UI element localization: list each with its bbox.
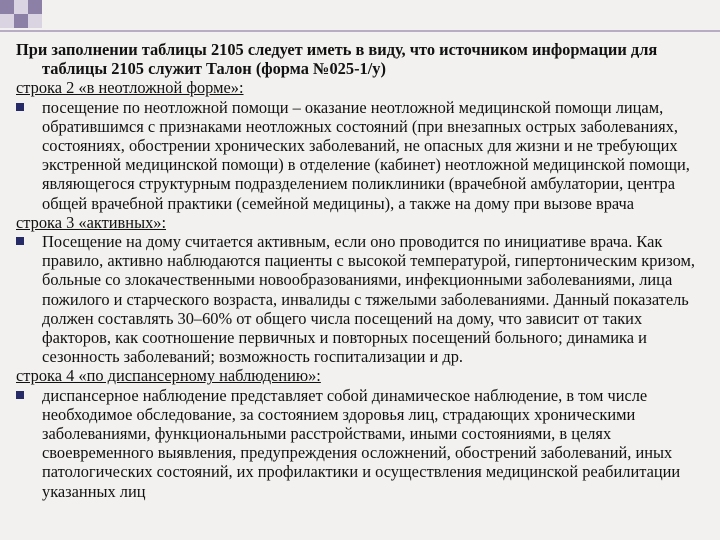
deco-square-icon bbox=[28, 0, 42, 14]
list-item bbox=[16, 98, 712, 213]
slide-title: При заполнении таблицы 2105 следует иметь в виду, что источником информации для таблицы 2105 служит Талон (форма №025-1/у) bbox=[16, 40, 658, 79]
section-label-row-4: строка 4 «по диспансерному наблюдению»: bbox=[16, 366, 321, 386]
slide-content bbox=[16, 40, 712, 501]
list-item-text: Посещение на дому считается активным, если оно проводится по инициативе врача. Как правило, активно наблюдаются пациенты с высокой температурой, гипертоническим кризом, больные со злокачественными новообразованиями, инфекционными заболеваниями, лица пожилого и старческого возраста, инвалиды с тяжелыми заболеваниями. Данный показатель должен составлять 30–60% от общего числа посещений на дому, что зависит от таких факторов, как соотношение первичных и повторных посещений больного; динамика и сезонность заболеваний; возможность госпитализации и др. bbox=[42, 232, 695, 367]
square-bullet-icon bbox=[16, 391, 24, 399]
list-item bbox=[16, 232, 712, 366]
list-item-text: диспансерное наблюдение представляет собой динамическое наблюдение, в том числе необходимое обследование, за состоянием здоровья лиц, страдающих хроническими заболеваниями, функциональными расстройствами, иными состояниями, в целях своевременного выявления, предупреждения осложнений, обострений заболеваний, иных патологических состояний, их профилактики и осуществления медицинской реабилитации указанных лиц bbox=[42, 385, 681, 501]
square-bullet-icon bbox=[16, 103, 24, 111]
section-label-row-2: строка 2 «в неотложной форме»: bbox=[16, 78, 244, 98]
decorative-header bbox=[0, 0, 720, 40]
deco-square-icon bbox=[14, 14, 28, 28]
deco-divider bbox=[0, 30, 720, 32]
deco-square-icon bbox=[14, 0, 28, 14]
deco-square-icon bbox=[0, 14, 14, 28]
list-item bbox=[16, 386, 712, 501]
square-bullet-icon bbox=[16, 237, 24, 245]
deco-square-icon bbox=[0, 0, 14, 14]
section-label-row-3: строка 3 «активных»: bbox=[16, 212, 167, 232]
list-item-text: посещение по неотложной помощи – оказание неотложной медицинской помощи лицам, обратившимся с признаками неотложных состояний (при внезапных острых заболеваниях, состояниях, обострении хронических заболеваний, не опасных для жизни и не требующих экстренной медицинской помощи) в отделение (кабинет) неотложной медицинской помощи, являющегося структурным подразделением поликлиники (врачебной амбулатории, центра общей врачебной практики (семейной медицины), а также на дому при вызове врача bbox=[42, 97, 690, 213]
deco-square-icon bbox=[28, 14, 42, 28]
